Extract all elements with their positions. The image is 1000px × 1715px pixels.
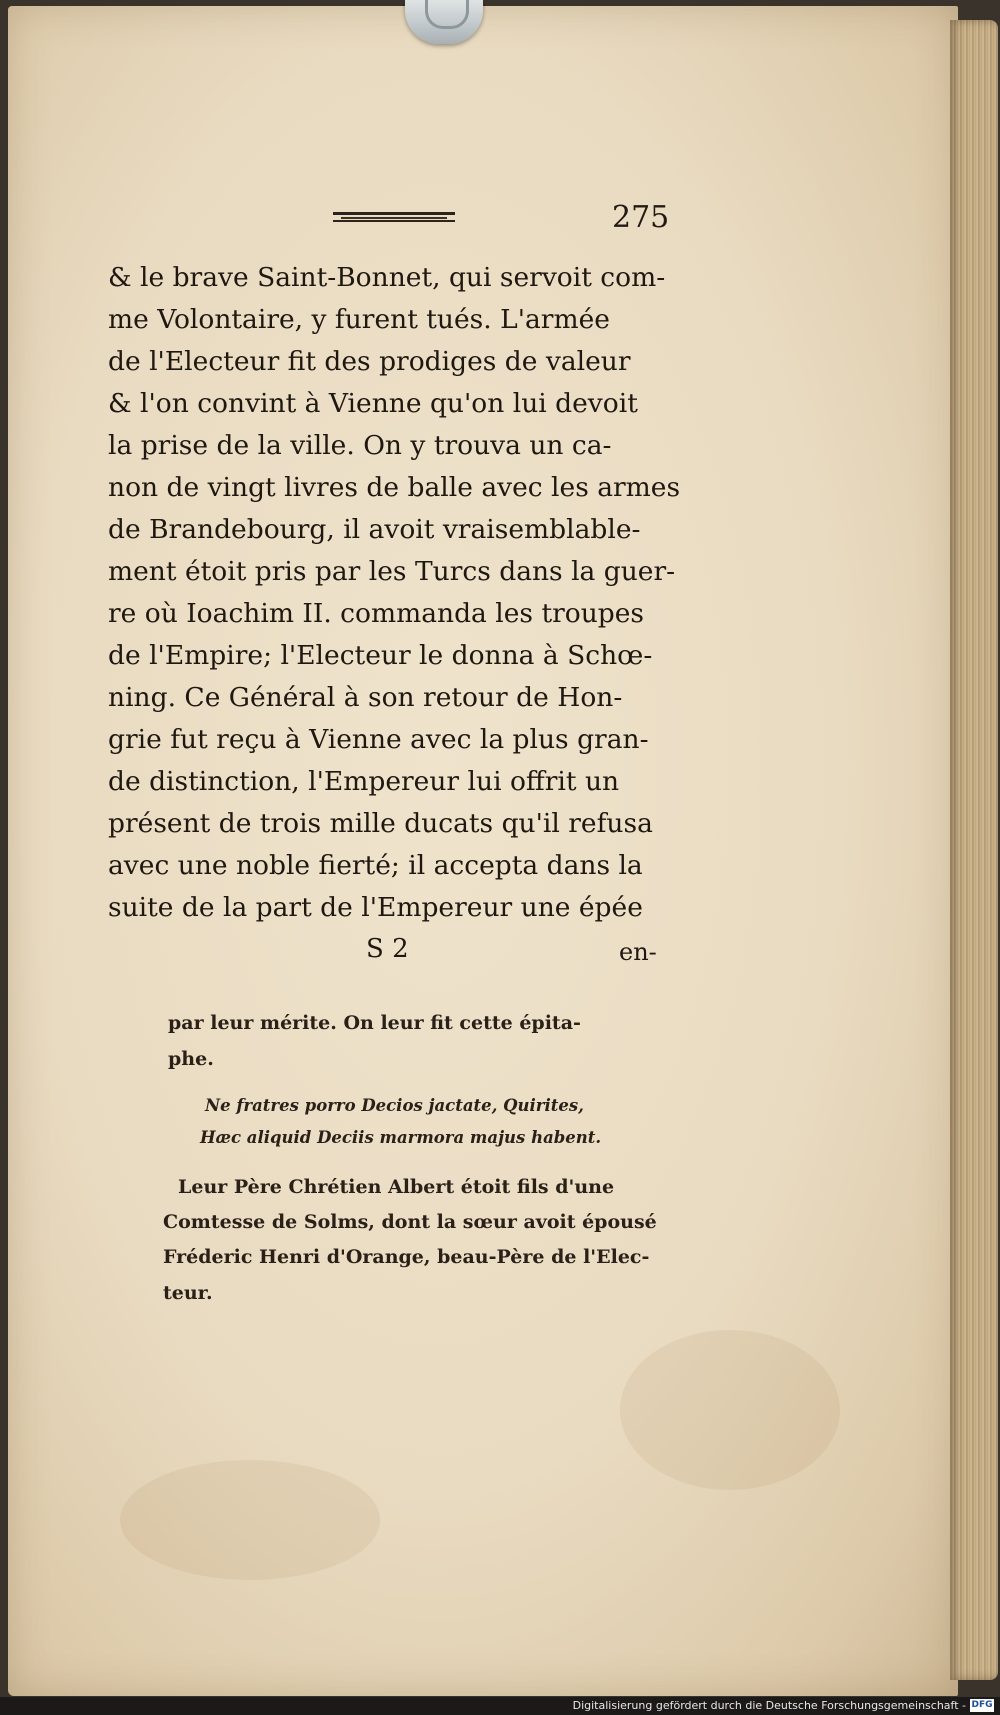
text-line: ning. Ce Général à son retour de Hon- [108,682,623,713]
signature-mark: S 2 [366,934,409,964]
footnote-line: par leur mérite. On leur fit cette épita- [168,1012,581,1034]
page-edges [950,20,998,1680]
footnote-line: Fréderic Henri d'Orange, beau-Père de l'Elec- [163,1246,650,1268]
text-line: de Brandebourg, il avoit vraisemblable- [108,514,641,545]
epitaph-line: Hæc aliquid Deciis marmora majus habent. [200,1128,602,1147]
text-line: ment étoit pris par les Turcs dans la guer- [108,556,676,587]
text-line: me Volontaire, y furent tués. L'armée [108,304,610,335]
epitaph-line: Ne fratres porro Decios jactate, Quirites, [205,1096,584,1115]
footnote-line: Leur Père Chrétien Albert étoit fils d'une [178,1176,615,1198]
text-line: & le brave Saint-Bonnet, qui servoit com- [108,262,666,293]
paper-stain [120,1460,380,1580]
text-line: de l'Electeur fit des prodiges de valeur [108,346,631,377]
text-line: grie fut reçu à Vienne avec la plus gran- [108,724,649,755]
footnote-line: phe. [168,1048,214,1070]
footnote-line: Comtesse de Solms, dont la sœur avoit épousé [163,1211,657,1233]
paper-stain [620,1330,840,1490]
text-line: la prise de la ville. On y trouva un ca- [108,430,612,461]
header-ornament [333,212,455,222]
catchword: en- [619,938,657,966]
page-number: 275 [612,200,670,235]
text-line: de distinction, l'Empereur lui offrit un [108,766,620,797]
text-line: re où Ioachim II. commanda les troupes [108,598,645,629]
text-line: suite de la part de l'Empereur une épée [108,892,643,923]
text-line: de l'Empire; l'Electeur le donna à Schœ- [108,640,653,671]
dfg-logo[interactable]: DFG [971,1700,993,1710]
funding-credit: Digitalisierung gefördert durch die Deutsche Forschungsgemeinschaft - [572,1699,966,1712]
footnote-line: teur. [163,1282,213,1304]
text-line: & l'on convint à Vienne qu'on lui devoit [108,388,638,419]
text-line: présent de trois mille ducats qu'il refusa [108,808,653,839]
text-line: non de vingt livres de balle avec les armes [108,472,681,503]
text-line: avec une noble fierté; il accepta dans la [108,850,643,881]
